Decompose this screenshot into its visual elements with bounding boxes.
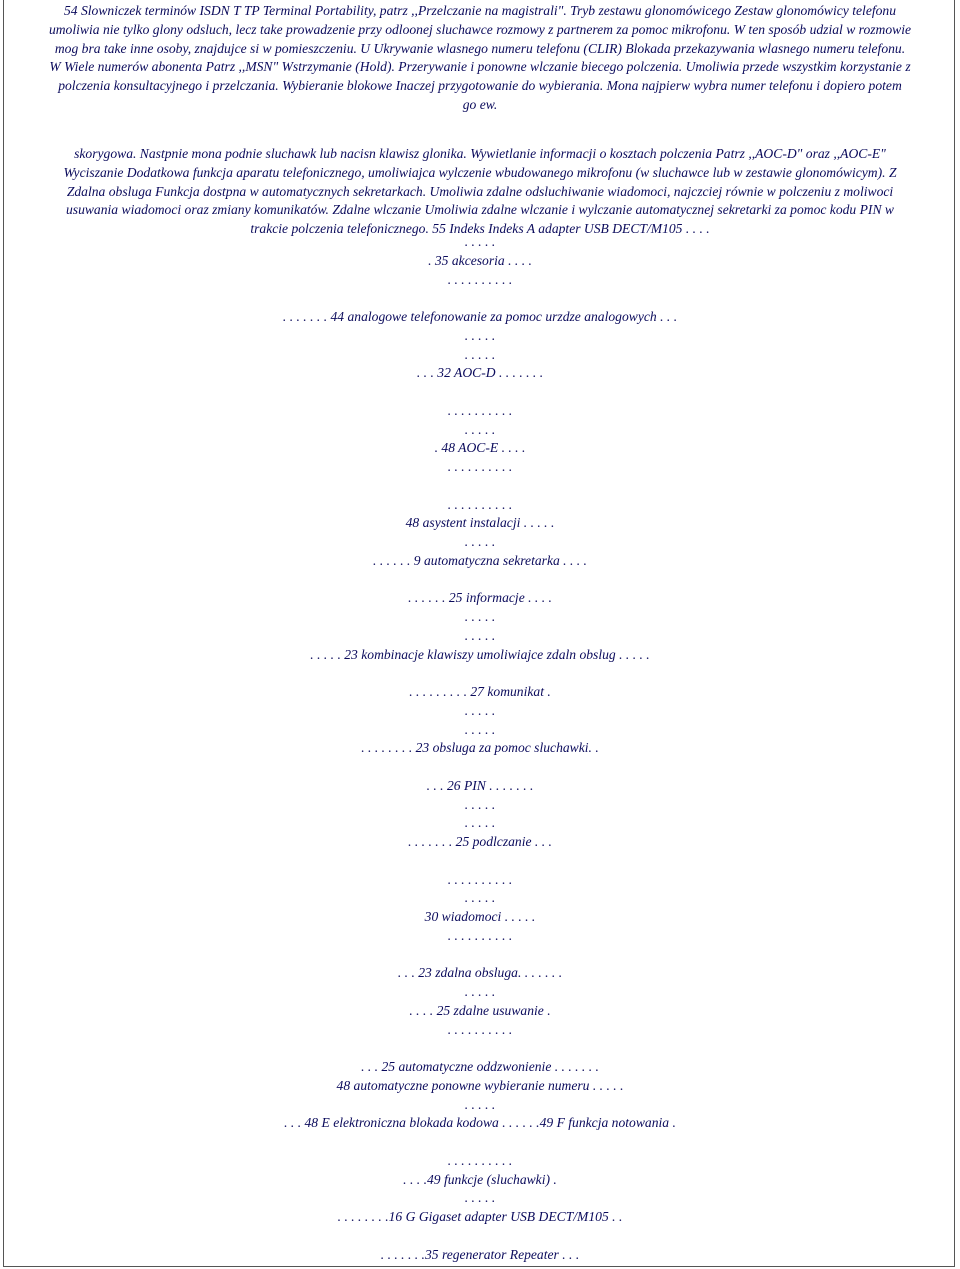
index-line: . . . .49 funkcje (sluchawki) . (403, 1171, 557, 1187)
text-line: Wyciszanie Dodatkowa funkcja aparatu telefonicznego, umoliwiajca wylczenie wbudowanego mikrofonu (w sluchawce lub w zestawie glonomówicym). Z (63, 164, 897, 180)
index-line: . . . . . (464, 1096, 496, 1112)
index-line: . . . . . (464, 534, 496, 549)
glossary-paragraph-1 (6, 2, 954, 115)
index-line: 48 asystent instalacji . . . . . (405, 515, 555, 531)
index-line: . . . . . . . . . . (447, 871, 513, 887)
index-line: . . . . . (464, 609, 496, 624)
index-line: . . . . . . . 44 analogowe telefonowanie za pomoc urzdze analogowych . . . (282, 309, 678, 324)
index-line: . . . . . . . .16 G Gigaset adapter USB DECT/M105 . . (337, 1209, 623, 1224)
index-line: . . . . . . 25 informacje . . . . (408, 590, 552, 606)
index-line: . . . . . . . . . . (447, 459, 513, 474)
index-line: . . . . . . . . . . (447, 402, 513, 418)
index-line: . . . . . (464, 890, 496, 906)
index-line: . . . . . (464, 984, 496, 999)
index-line: . . . . . . . . . . (447, 271, 513, 287)
index-line: . . . . . . . 25 podlczanie . . . (408, 834, 552, 849)
index-line: . . . 23 zdalna obsluga. . . . . . . (397, 965, 563, 981)
index-line: . 35 akcesoria . . . . (428, 252, 532, 268)
text-line: 54 Slowniczek terminów ISDN T TP Terminal Portability, patrz ,,Przelczanie na magistrali". Tryb zestawu glonomówicego Zestaw glonomówicy telefonu (63, 3, 897, 18)
index-line: . . . . . . .35 regenerator Repeater . . . (380, 1246, 580, 1262)
index-line: . . . . . . . . . 27 komunikat . (409, 684, 551, 699)
index-line: . . . . . (464, 796, 496, 812)
index-line: . . . . . . . . . . (447, 1152, 513, 1168)
glossary-paragraph-2 (6, 145, 954, 239)
index-line: . . . . . (464, 327, 496, 343)
index-line: . . . . . (464, 702, 496, 718)
index-line: . . . 32 AOC-D . . . . . . . (416, 365, 544, 381)
index-line: . . . . . (464, 815, 496, 831)
index-line: . . . . . (464, 721, 496, 737)
index-line: . 48 AOC-E . . . . (434, 440, 526, 456)
text-line: go ew. (462, 96, 498, 112)
text-line: Zdalna obsluga Funkcja dostpna w automatycznych sekretarkach. Umoliwia zdalne odsluchiwanie wiadomoci, najczciej równie w polczeniu z moliwoci (66, 183, 894, 199)
text-line: skorygowa. Nastpnie mona podnie sluchawk lub nacisn klawisz glonika. Wywietlanie informacji o kosztach polczenia Patrz ,,AOC-D" oraz ,,AOC-E" (74, 146, 886, 161)
text-line: usuwania wiadomoci oraz zmiany komunikatów. Zdalne wlczanie Umoliwia zdalne wlczanie i wylczanie automatycznej sekretarki za pomoc kodu PIN w (65, 202, 894, 218)
index-line: . . . . . . . . . . (447, 1021, 513, 1037)
index-line: . . . . . (464, 346, 496, 362)
index-line: . . . . . 23 kombinacje klawiszy umoliwiajce zdaln obslug . . . . . (310, 646, 650, 662)
index-line: . . . 26 PIN . . . . . . . (426, 777, 534, 793)
text-line: polczenia konsultacyjnego i przelczania. Wybieranie blokowe Inaczej przygotowanie do wybierania. Mona najpierw wybra numer telefonu i dopiero potem (58, 78, 902, 94)
text-line: mog brа take inne osoby, znajdujce si w pomieszczeniu. U Ukrywanie wlasnego numeru telefonu (CLIR) Blokada przekazywania wlasnego numeru telefonu. (54, 40, 906, 56)
text-line: umoliwia nie tylko glony odsluch, lecz take prowadzenie przy odloonej sluchawce rozmowy z partnerem za pomoc mikrofonu. W ten sposób udzial w rozmowie (48, 21, 912, 37)
index-line: . . . 48 E elektroniczna blokada kodowa . . . . . .49 F funkcja notowania . (284, 1115, 676, 1131)
index-line: . . . . . . 9 automatyczna sekretarka . . . . (373, 552, 587, 568)
index-line: . . . . . (464, 421, 496, 437)
index-line: . . . . . . . . 23 obsluga za pomoc sluchawki. . (361, 740, 599, 756)
index-line: 30 wiadomoci . . . . . (424, 909, 536, 924)
index-line: . . . . . (464, 627, 496, 643)
index-line: . . . . 25 zdalne usuwanie . (409, 1002, 551, 1018)
index-line: . . . 25 automatyczne oddzwonienie . . . . . . . (361, 1059, 599, 1074)
index-line: . . . . . (464, 234, 496, 249)
index-line: . . . . . (464, 1190, 496, 1206)
index-line: . . . . . . . . . . (447, 496, 513, 512)
text-line: W Wiele numerów abonenta Patrz ,,MSN" Wstrzymanie (Hold). Przerywanie i ponowne wlczanie biecego polczenia. Umoliwia przede wszystkim korzystanie z (49, 59, 911, 75)
index-line: . . . . . . . . . . (447, 927, 513, 943)
text-line: trakcie polczenia telefonicznego. 55 Indeks Indeks A adapter USB DECT/M105 . . . . (250, 221, 710, 237)
index-line: 48 automatyczne ponowne wybieranie numeru . . . . . (336, 1077, 624, 1093)
